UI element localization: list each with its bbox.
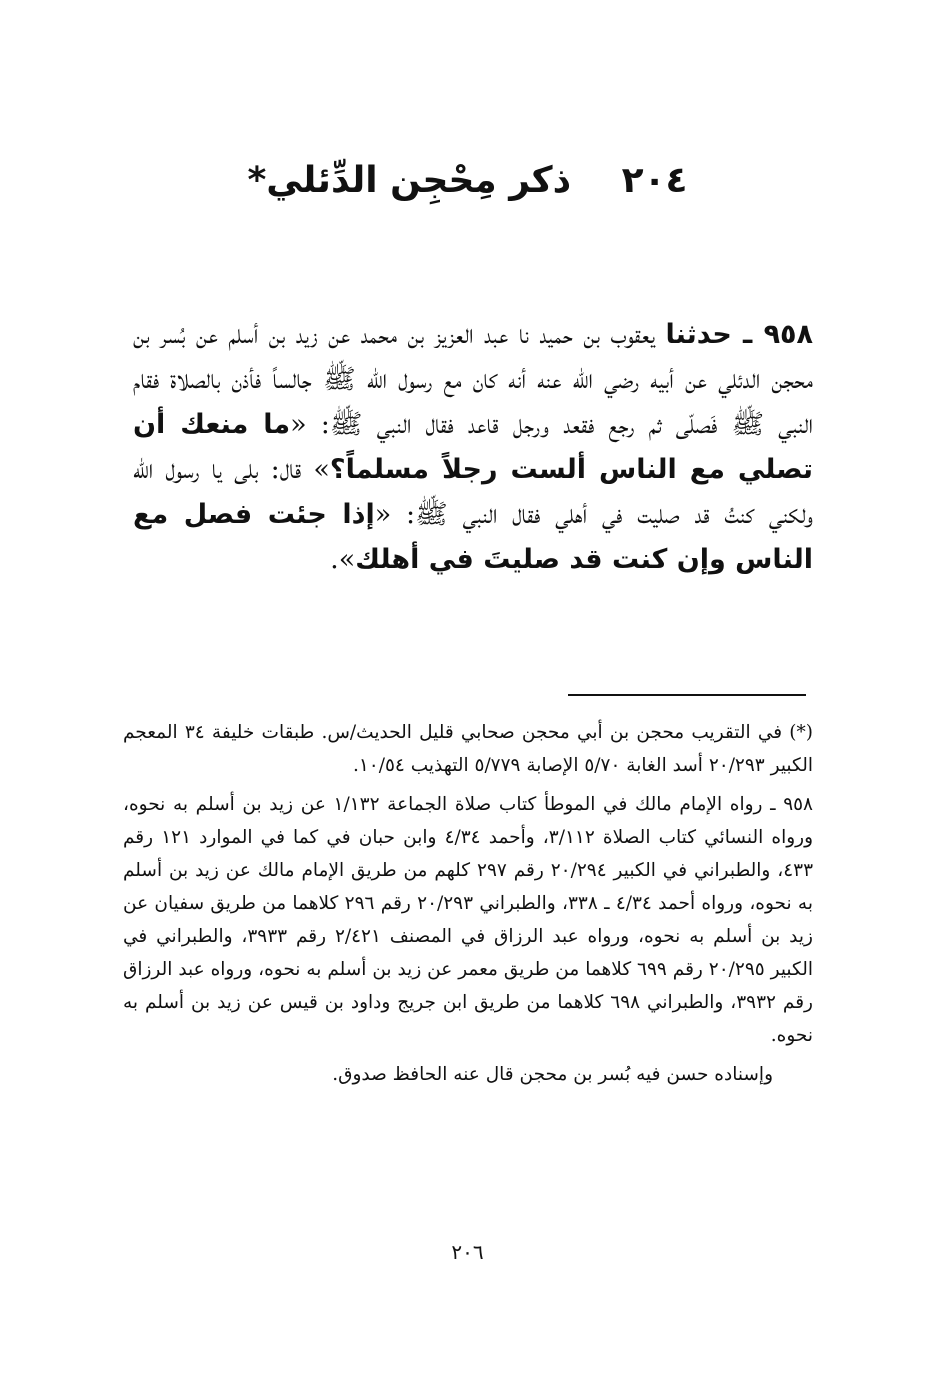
- hadith-heading: حدثنا: [665, 319, 732, 350]
- hadith-text: [133, 312, 813, 582]
- chapter-number: ٢٠٤: [621, 160, 688, 201]
- chapter-heading: [0, 160, 935, 201]
- hadith-paragraph: [133, 312, 813, 582]
- page-number: ٢٠٦: [451, 1240, 484, 1264]
- footnote-label: ٩٥٨ ـ: [762, 794, 813, 815]
- hadith-number: ٩٥٨ ـ: [731, 319, 814, 350]
- footnote-separator: [568, 694, 806, 696]
- footnote-label: (*): [782, 722, 813, 743]
- hadith-quote-1: ما منعك أن تصلي مع الناس ألست رجلاً مسلماً؟: [133, 409, 813, 485]
- hadith-quote-2: إذا جئت فصل مع الناس وإن كنت قد صليتَ في أهلك: [133, 499, 813, 575]
- hadith-text-part-2: » قال: بلى يا رسول الله ولكني كنتُ قد صليت في أهلي فقال النبي ﷺ: «: [133, 454, 814, 530]
- footnote-text: في التقريب محجن بن أبي محجن صحابي قليل الحديث/س. طبقات خليفة ٣٤ المعجم الكبير ٢٠/٢٩٣ أسد الغابة ٥/٧٠ الإصابة ٥/٧٧٩ التهذيب ١٠/٥٤.: [123, 722, 813, 776]
- footnote-text: وإسناده حسن فيه بُسر بن محجن قال عنه الحافظ صدوق.: [332, 1064, 773, 1085]
- chapter-title: ذكر مِحْجِن الدِّئلي*: [247, 160, 572, 201]
- hadith-text-part-1: يعقوب بن حميد نا عبد العزيز بن محمد عن زيد بن أسلم عن بُسر بن محجن الدئلي عن أبيه رضي الله عنه أنه كان مع رسول الله ﷺ جالساً فأذن بالصلاة فقام النبي ﷺ فَصلّى ثم رجع فقعد ورجل قاعد فقال النبي ﷺ: «: [133, 319, 813, 440]
- footnote-grading: [123, 1058, 813, 1091]
- footnote-hadith: [123, 788, 813, 1052]
- footnote-text: رواه الإمام مالك في الموطأ كتاب صلاة الجماعة ١/١٣٢ عن زيد بن أسلم به نحوه، ورواه النسائي كتاب الصلاة ٣/١١٢، وأحمد ٤/٣٤ وابن حبان في كما في الموارد ١٢١ رقم ٤٣٣، والطبراني في الكبير ٢٠/٢٩٤ رقم ٢٩٧ كلهم من طريق الإمام مالك عن زيد بن أسلم به نحوه، ورواه أحمد ٤/٣٤ ـ ٣٣٨، والطبراني ٢٠/٢٩٣ رقم ٢٩٦ كلاهما من طريق سفيان عن زيد بن أسلم به نحوه، ورواه عبد الرزاق في المصنف ٢/٤٢١ رقم ٣٩٣٣، والطبراني في الكبير ٢٠/٢٩٥ رقم ٦٩٩ كلاهما من طريق معمر عن زيد بن أسلم به نحوه، ورواه عبد الرزاق رقم ٣٩٣٢، والطبراني ٦٩٨ كلاهما من طريق ابن جريج وداود بن قيس عن زيد بن أسلم به نحوه.: [123, 794, 814, 1046]
- footnote-chapter: [123, 716, 813, 782]
- hadith-text-part-3: ».: [330, 544, 356, 575]
- footnotes: [123, 716, 813, 1097]
